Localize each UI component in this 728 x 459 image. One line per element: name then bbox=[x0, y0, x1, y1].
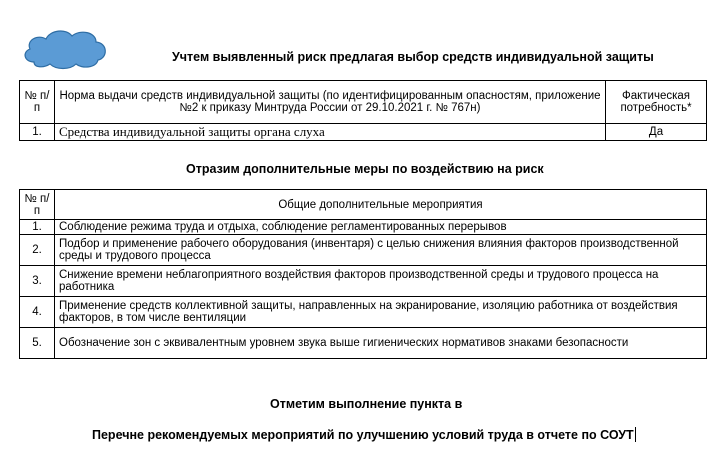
row-num: 3. bbox=[20, 266, 55, 297]
heading-additional-measures: Отразим дополнительные меры по воздействию на риск bbox=[186, 162, 544, 176]
table-row bbox=[20, 266, 707, 297]
table-row bbox=[20, 235, 707, 266]
heading-sout-report-text: Перечне рекомендуемых мероприятий по улучшению условий труда в отчете по СОУТ bbox=[92, 428, 634, 442]
ppe-table-header bbox=[20, 81, 707, 124]
row-num: 1. bbox=[20, 220, 55, 235]
row-num: 5. bbox=[20, 328, 55, 359]
row-need: Да bbox=[606, 124, 707, 141]
row-name: Средства индивидуальной защиты органа слуха bbox=[55, 124, 606, 141]
text-cursor bbox=[635, 427, 636, 442]
row-text: Соблюдение режима труда и отдыха, соблюдение регламентированных перерывов bbox=[55, 220, 707, 235]
heading-mark-completion: Отметим выполнение пункта в bbox=[270, 397, 463, 411]
row-num: 4. bbox=[20, 297, 55, 328]
table-row bbox=[20, 124, 707, 141]
ppe-table bbox=[19, 80, 707, 141]
row-text: Подбор и применение рабочего оборудования (инвентаря) с целью снижения влияния факторов производственной среды и трудового процесса bbox=[55, 235, 707, 266]
col-need-header: Фактическая потребность* bbox=[606, 81, 707, 124]
row-num: 2. bbox=[20, 235, 55, 266]
table-row bbox=[20, 328, 707, 359]
row-text: Применение средств коллективной защиты, направленных на экранирование, изоляцию работника от воздействия факторов, в том числе вентиляции bbox=[55, 297, 707, 328]
row-text: Снижение времени неблагоприятного воздействия факторов производственной среды и трудового процесса на работника bbox=[55, 266, 707, 297]
measures-table bbox=[19, 189, 707, 359]
heading-sout-report bbox=[92, 427, 636, 442]
measures-table-header bbox=[20, 190, 707, 220]
col-num-header: № п/п bbox=[20, 81, 55, 124]
row-num: 1. bbox=[20, 124, 55, 141]
heading-ppe-choice: Учтем выявленный риск предлагая выбор средств индивидуальной защиты bbox=[172, 50, 654, 64]
table-row bbox=[20, 220, 707, 235]
cloud-shape bbox=[20, 26, 110, 70]
col-measures-header: Общие дополнительные мероприятия bbox=[55, 190, 707, 220]
row-text: Обозначение зон с эквивалентным уровнем звука выше гигиенических нормативов знаками безопасности bbox=[55, 328, 707, 359]
col-num-header: № п/п bbox=[20, 190, 55, 220]
table-row bbox=[20, 297, 707, 328]
col-norm-header: Норма выдачи средств индивидуальной защиты (по идентифицированным опасностям, приложение №2 к приказу Минтруда России от 29.10.2021 г. № 767н) bbox=[55, 81, 606, 124]
